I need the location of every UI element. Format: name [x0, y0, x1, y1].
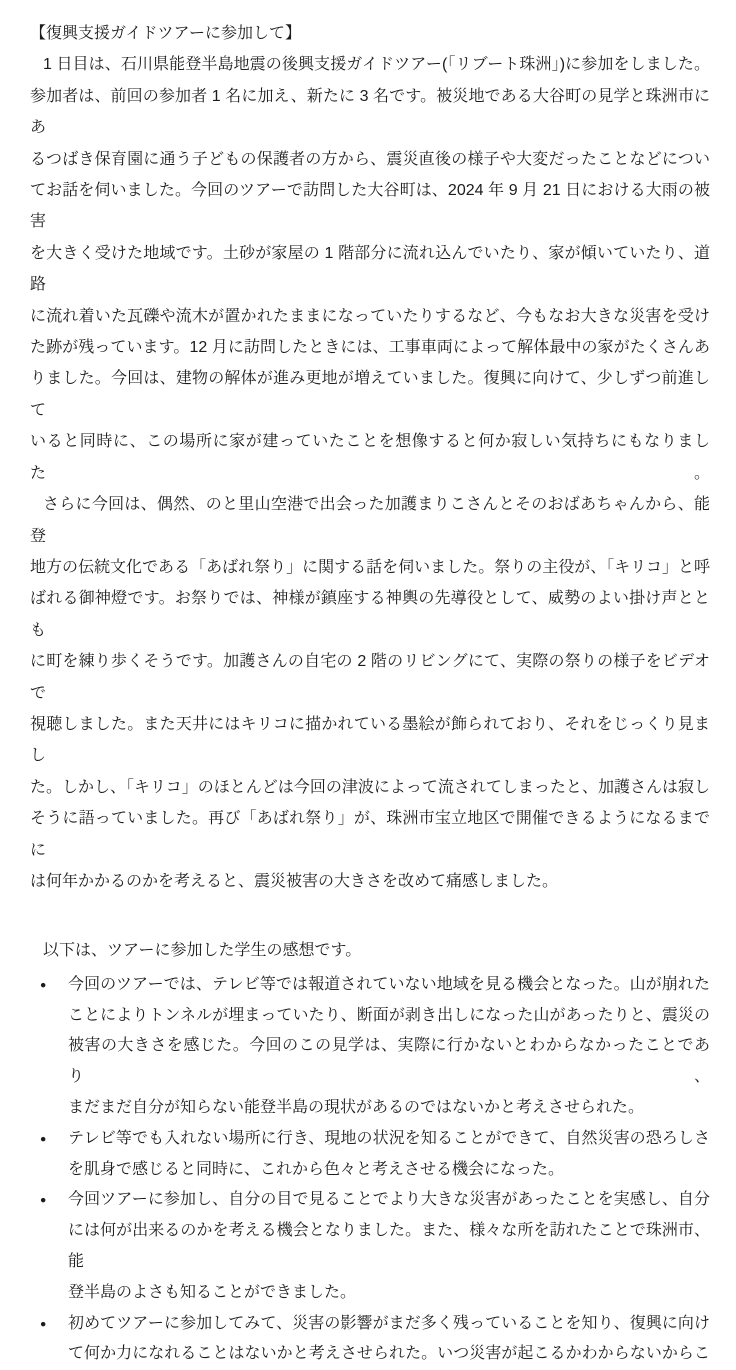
text-line: 参加者は、前回の参加者 1 名に加え、新たに 3 名です。被災地である大谷町の見学と珠洲市にあ	[30, 87, 710, 137]
text-line: いると同時に、この場所に家が建っていたことを想像すると何か寂しい気持ちにもなりました。	[30, 433, 710, 482]
bullet-icon: ●	[40, 1317, 47, 1330]
text-line: 視聴しました。また天井にはキリコに描かれている墨絵が飾られており、それをじっくり見まし	[30, 715, 710, 765]
text-line: 地方の伝統文化である「あばれ祭り」に関する話を伺いました。祭りの主役が、「キリコ」と呼	[30, 558, 710, 576]
text-line: そうに語っていました。再び「あばれ祭り」が、珠洲市宝立地区で開催できるようになるまでに	[30, 810, 710, 859]
feelings-intro-section	[30, 935, 710, 966]
text-line: には何が出来るのかを考える機会となりました。また、様々な所を訪れたことで珠洲市、能	[68, 1222, 710, 1270]
text-line: ばれる御神燈です。お祭りでは、神様が鎮座する神輿の先導役として、威勢のよい掛け声ととも	[30, 590, 710, 639]
feelings-item-text	[68, 1309, 710, 1370]
text-line: 今回のツアーでは、テレビ等では報道されていない地域を見る機会となった。山が崩れた	[68, 975, 710, 993]
text-line: てお話を伺いました。今回のツアーで訪問した大谷町は、2024 年 9 月 21 日における大雨の被害	[30, 182, 710, 231]
feelings-list-item	[30, 1185, 710, 1308]
feelings-list-item	[30, 1309, 710, 1370]
text-line: た。しかし、「キリコ」のほとんどは今回の津波によって流されてしまったと、加護さんは寂し	[30, 778, 710, 796]
text-line: 登半島のよさも知ることができました。	[68, 1283, 357, 1301]
text-line: 以下は、ツアーに参加した学生の感想です。	[43, 942, 362, 960]
feelings-list-item	[30, 1124, 710, 1186]
text-line: を肌身で感じると同時に、これから色々と考えさせる機会になった。	[68, 1160, 565, 1178]
text-line: 初めてツアーに参加してみて、災害の影響がまだ多く残っていることを知り、復興に向け	[68, 1314, 710, 1332]
text-line: さらに今回は、偶然、のと里山空港で出会った加護まりこさんとそのおばあちゃんから、能登	[30, 496, 710, 545]
report-section	[30, 49, 710, 897]
text-line: ことによりトンネルが埋まっていたり、断面が剥き出しになった山があったりと、震災の	[68, 1006, 710, 1024]
text-line: 被害の大きさを感じた。今回のこの見学は、実際に行かないとわからなかったことであり、	[68, 1037, 710, 1086]
feelings-item-text	[68, 970, 710, 1124]
text-line: りました。今回は、建物の解体が進み更地が増えていました。復興に向けて、少しずつ前進して	[30, 370, 710, 419]
feelings-list	[30, 970, 710, 1370]
bullet-icon: ●	[40, 1132, 47, 1145]
text-line: テレビ等でも入れない場所に行き、現地の状況を知ることができて、自然災害の恐ろしさ	[68, 1129, 710, 1147]
text-line: るつばき保育園に通う子どもの保護者の方から、震災直後の様子や大変だったことなどについ	[30, 150, 710, 168]
text-line: て何か力になれることはないかと考えさせられた。いつ災害が起こるかわからないからこ	[68, 1345, 710, 1363]
text-line: に町を練り歩くそうです。加護さんの自宅の 2 階のリビングにて、実際の祭りの様子をビデオで	[30, 653, 710, 702]
text-line: まだまだ自分が知らない能登半島の現状があるのではないかと考えさせられた。	[68, 1098, 645, 1116]
text-line: 今回ツアーに参加し、自分の目で見ることでより大きな災害があったことを実感し、自分	[68, 1191, 710, 1209]
feelings-item-text	[68, 1185, 710, 1308]
text-line: た跡が残っています。12 月に訪問したときには、工事車両によって解体最中の家がたくさんあ	[30, 339, 710, 357]
text-line: に流れ着いた瓦礫や流木が置かれたままになっていたりするなど、今もなお大きな災害を受け	[30, 307, 710, 325]
text-line: を大きく受けた地域です。土砂が家屋の 1 階部分に流れ込んでいたり、家が傾いていたり、道路	[30, 244, 710, 294]
document-heading: 【復興支援ガイドツアーに参加して】	[30, 25, 302, 42]
feelings-item-text	[68, 1124, 710, 1186]
bullet-icon: ●	[40, 1194, 47, 1207]
bullet-icon: ●	[40, 978, 47, 991]
report-paragraph	[30, 49, 710, 489]
report-paragraph	[30, 489, 710, 897]
feelings-list-item	[30, 970, 710, 1124]
text-line: 1 日目は、石川県能登半島地震の後興支援ガイドツアー(「リブート珠洲」)に参加をしました。	[43, 56, 710, 74]
text-line: は何年かかるのかを考えると、震災被害の大きさを改めて痛感しました。	[30, 872, 559, 890]
